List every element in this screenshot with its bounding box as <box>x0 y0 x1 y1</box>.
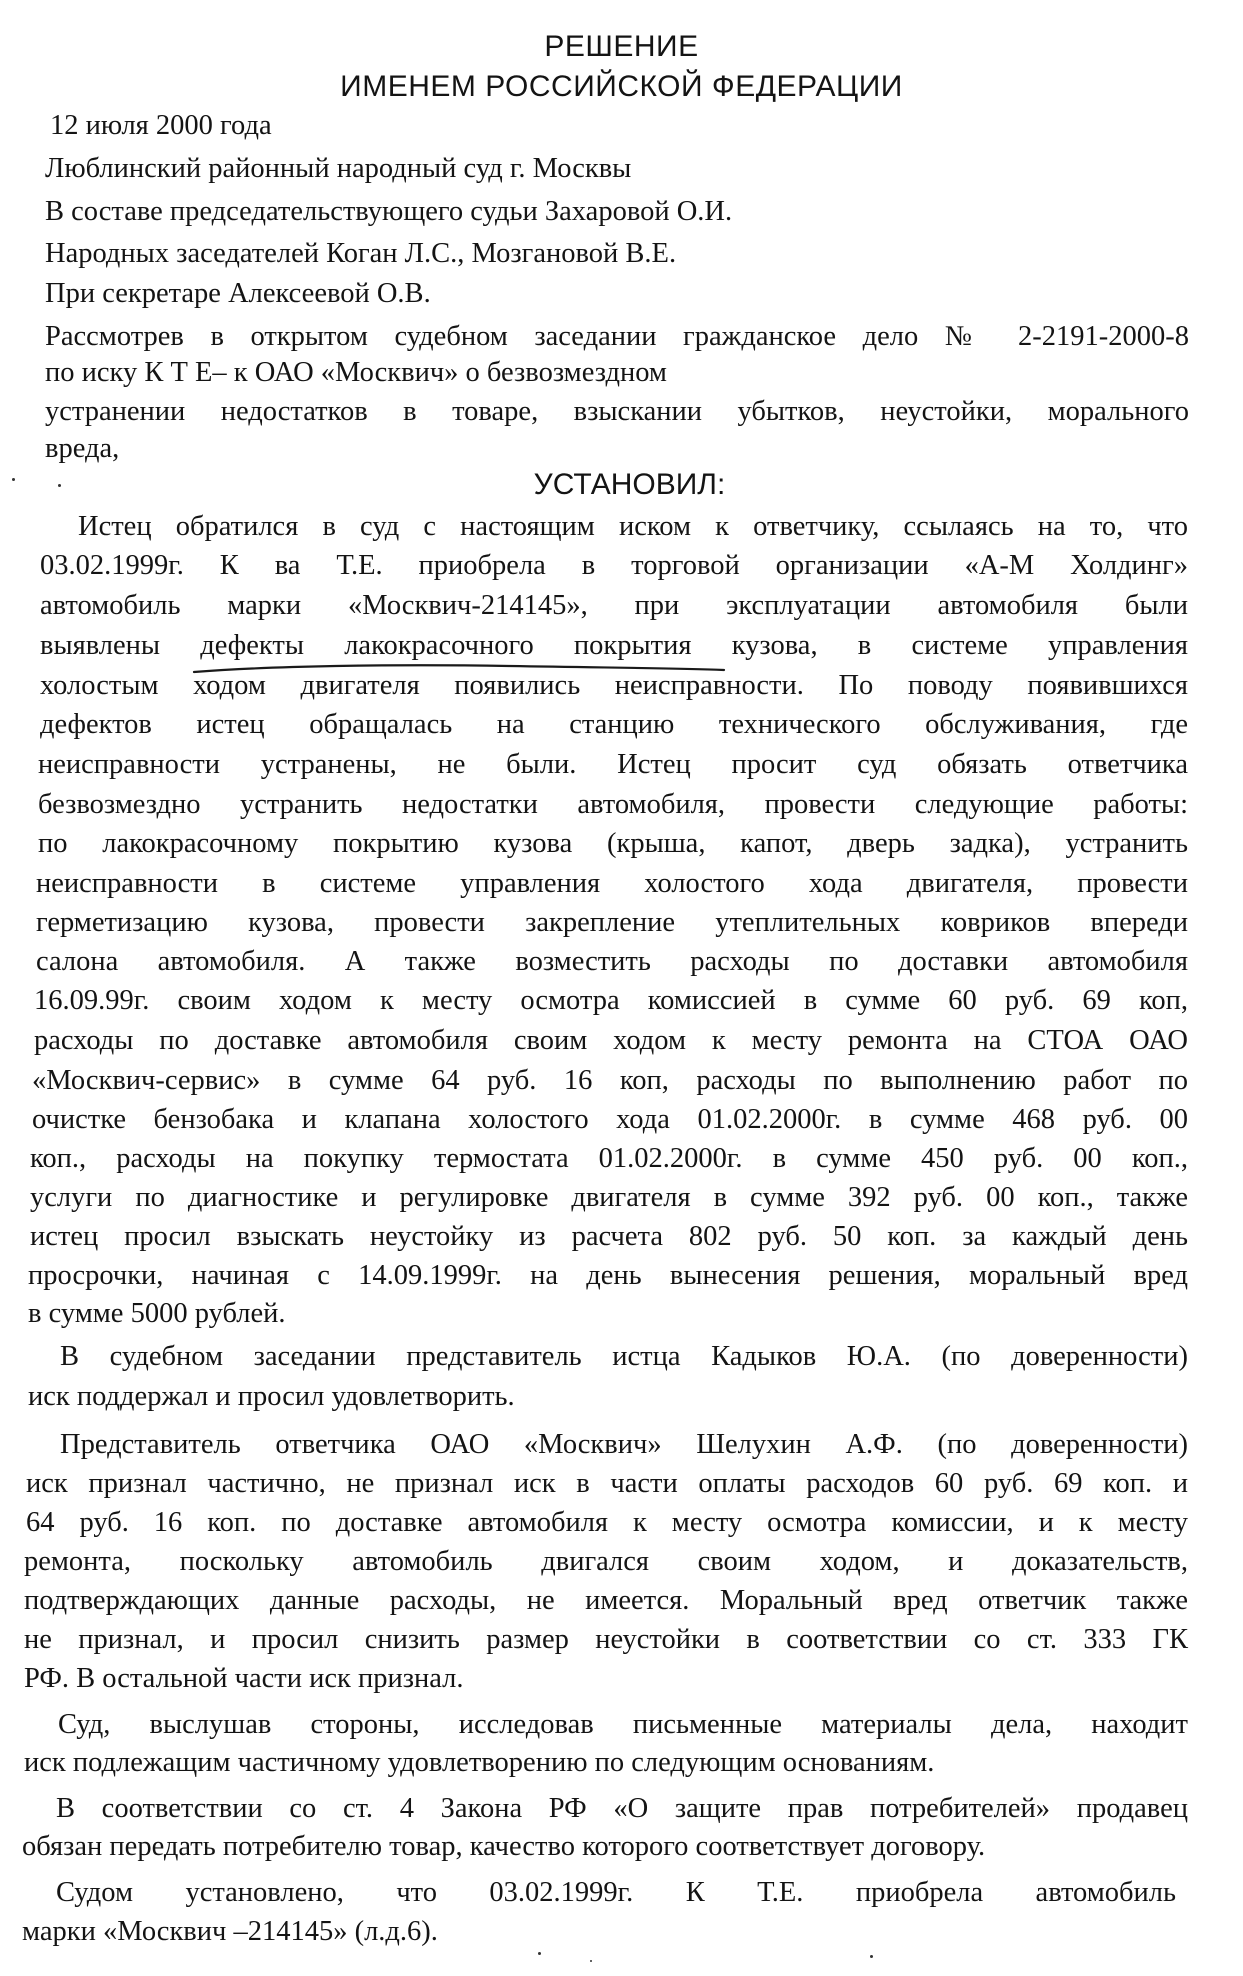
case-line-4: вреда, <box>45 433 120 464</box>
body-line-20: просрочки, начиная с 14.09.1999г. на день вынесения решения, моральный вред <box>28 1260 1188 1291</box>
section-heading: УСТАНОВИЛ: <box>533 468 726 501</box>
assessors: Народных заседателей Коган Л.С., Мозгановой В.Е. <box>45 238 677 269</box>
body-line-11: герметизацию кузова, провести закрепление утеплительных ковриков впереди <box>36 907 1188 938</box>
scan-speck <box>870 1955 873 1958</box>
court-name: Люблинский районный народный суд г. Москвы <box>45 153 632 184</box>
body-line-8: безвозмездно устранить недостатки автомобиля, провести следующие работы: <box>38 789 1188 820</box>
body-line-3: автомобиль марки «Москвич-214145», при эксплуатации автомобиля были <box>40 590 1188 621</box>
body-line-19: истец просил взыскать неустойку из расчета 802 руб. 50 коп. за каждый день <box>30 1221 1188 1252</box>
law-line-1: В соответствии со ст. 4 Закона РФ «О защите прав потребителей» продавец <box>56 1793 1188 1824</box>
document-title: РЕШЕНИЕ <box>544 30 699 63</box>
document-subtitle: ИМЕНЕМ РОССИЙСКОЙ ФЕДЕРАЦИИ <box>340 70 903 103</box>
body-line-15: «Москвич-сервис» в сумме 64 руб. 16 коп, расходы по выполнению работ по <box>32 1065 1188 1096</box>
defendant-rep-line-7: РФ. В остальной части иск признал. <box>24 1663 464 1694</box>
body-line-4: выявлены дефекты лакокрасочного покрытия кузова, в системе управления <box>40 630 1188 661</box>
body-line-14: расходы по доставке автомобиля своим ходом к месту ремонта на СТОА ОАО <box>34 1025 1188 1056</box>
defendant-rep-line-5: подтверждающих данные расходы, не имеется. Моральный вред ответчик также <box>24 1585 1188 1616</box>
body-line-13: 16.09.99г. своим ходом к месту осмотра комиссией в сумме 60 руб. 69 коп, <box>34 985 1188 1016</box>
body-line-16: очистке бензобака и клапана холостого хода 01.02.2000г. в сумме 468 руб. 00 <box>32 1104 1188 1135</box>
case-line-1: Рассмотрев в открытом судебном заседании гражданское дело № 2-2191-2000-8 <box>45 321 1189 352</box>
scan-speck <box>538 1952 541 1955</box>
law-line-2: обязан передать потребителю товар, качество которого соответствует договору. <box>22 1831 986 1862</box>
body-line-2: 03.02.1999г. К ва Т.Е. приобрела в торговой организации «А-М Холдинг» <box>40 550 1188 581</box>
case-line-3: устранении недостатков в товаре, взыскании убытков, неустойки, морального <box>45 396 1189 427</box>
handwritten-underline <box>190 660 730 680</box>
presiding-judge: В составе председательствующего судьи Захаровой О.И. <box>45 196 733 227</box>
defendant-rep-line-4: ремонта, поскольку автомобиль двигался своим ходом, и доказательств, <box>24 1546 1188 1577</box>
body-line-10: неисправности в системе управления холостого хода двигателя, провести <box>36 868 1188 899</box>
body-line-9: по лакокрасочному покрытию кузова (крыша, капот, дверь задка), устранить <box>38 828 1188 859</box>
body-line-7: неисправности устранены, не были. Истец просит суд обязать ответчика <box>38 749 1188 780</box>
body-line-17: коп., расходы на покупку термостата 01.02.2000г. в сумме 450 руб. 00 коп., <box>30 1143 1188 1174</box>
body-line-21: в сумме 5000 рублей. <box>28 1298 286 1329</box>
body-line-5: холостым ходом двигателя появились неисправности. По поводу появившихся <box>40 670 1188 701</box>
plaintiff-rep-line-2: иск поддержал и просил удовлетворить. <box>28 1381 515 1412</box>
body-line-1: Истец обратился в суд с настоящим иском к ответчику, ссылаясь на то, что <box>78 511 1188 542</box>
secretary: При секретаре Алексеевой О.В. <box>45 278 431 309</box>
scan-speck <box>12 478 15 481</box>
defendant-rep-line-2: иск признал частично, не признал иск в части оплаты расходов 60 руб. 69 коп. и <box>26 1468 1188 1499</box>
court-line-2: иск подлежащим частичному удовлетворению по следующим основаниям. <box>24 1747 935 1778</box>
body-line-12: салона автомобиля. А также возместить расходы по доставки автомобиля <box>36 946 1188 977</box>
final-line-1: Судом установлено, что 03.02.1999г. К Т.Е. приобрела автомобиль <box>56 1877 1176 1908</box>
defendant-rep-line-1: Представитель ответчика ОАО «Москвич» Шелухин А.Ф. (по доверенности) <box>60 1429 1188 1460</box>
defendant-rep-line-6: не признал, и просил снизить размер неустойки в соответствии со ст. 333 ГК <box>24 1624 1188 1655</box>
body-line-18: услуги по диагностике и регулировке двигателя в сумме 392 руб. 00 коп., также <box>30 1182 1188 1213</box>
body-line-6: дефектов истец обращалась на станцию технического обслуживания, где <box>40 709 1188 740</box>
defendant-rep-line-3: 64 руб. 16 коп. по доставке автомобиля к месту осмотра комиссии, и к месту <box>26 1507 1188 1538</box>
plaintiff-rep-line-1: В судебном заседании представитель истца Кадыков Ю.А. (по доверенности) <box>60 1341 1188 1372</box>
decision-date: 12 июля 2000 года <box>50 110 272 141</box>
case-line-2: по иску К Т Е– к ОАО «Москвич» о безвозмездном <box>45 357 667 388</box>
final-line-2: марки «Москвич –214145» (л.д.6). <box>22 1916 438 1947</box>
scan-speck <box>590 1960 592 1962</box>
court-line-1: Суд, выслушав стороны, исследовав письменные материалы дела, находит <box>58 1709 1188 1740</box>
scan-speck <box>58 484 61 487</box>
